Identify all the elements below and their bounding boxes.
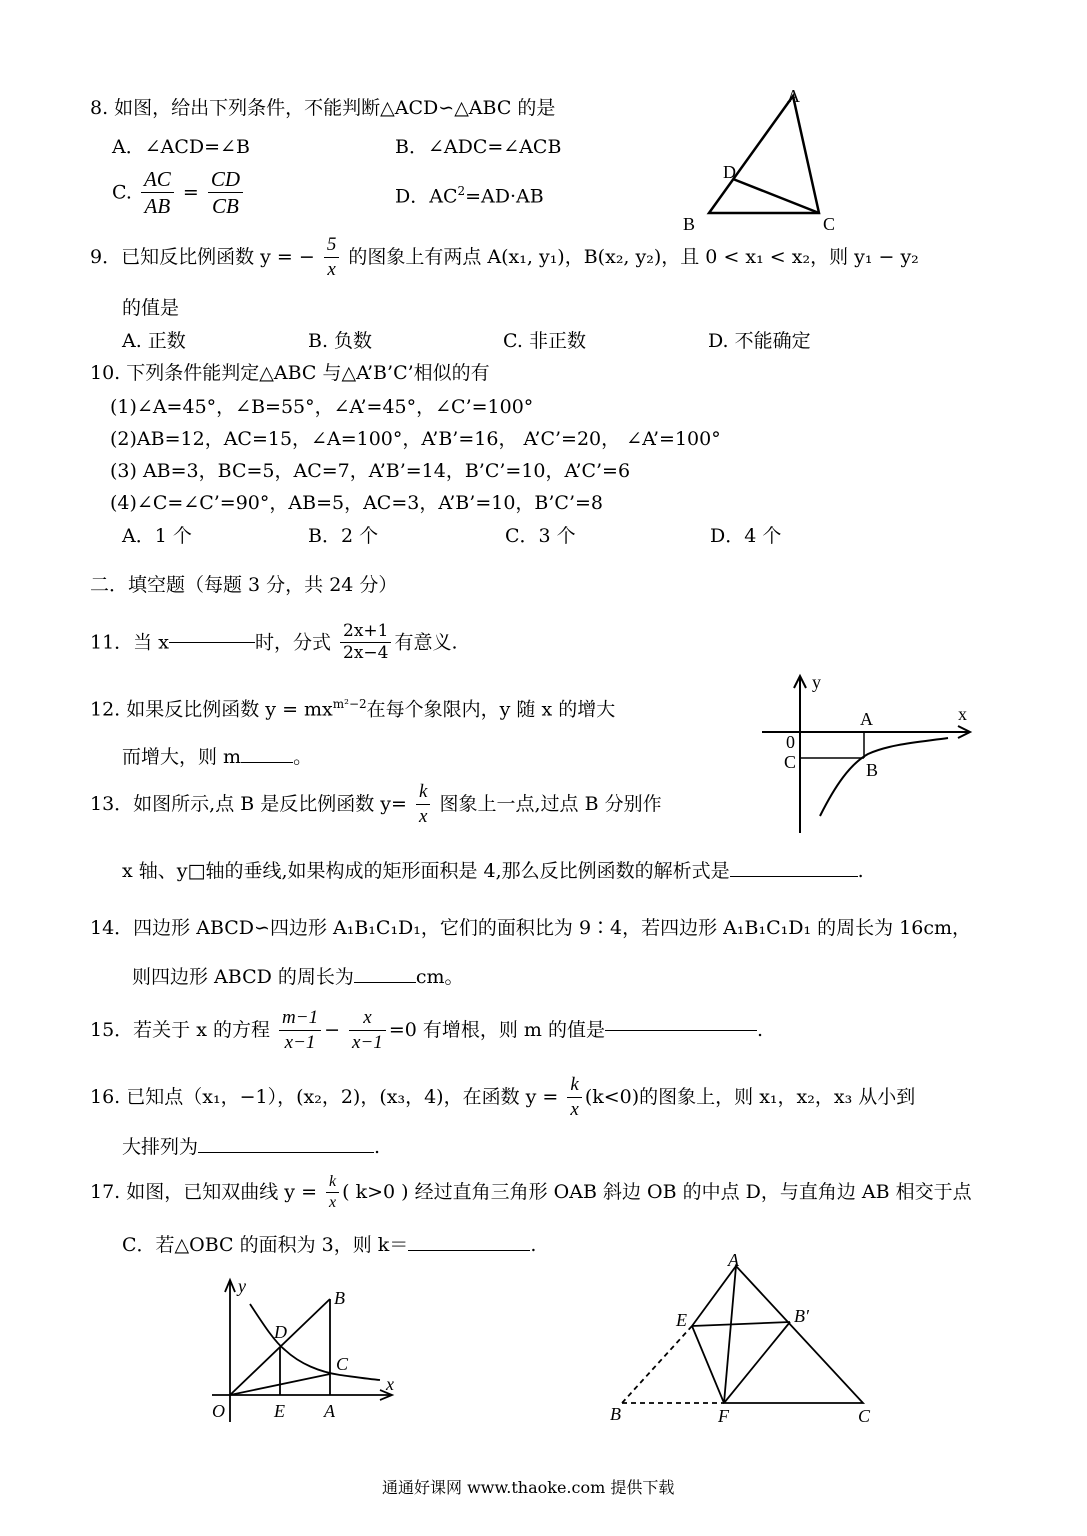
q10-option-d: D．4 个	[710, 525, 782, 547]
q16-fraction	[567, 1073, 581, 1122]
q15-end: .	[756, 1018, 764, 1041]
q9-frac-num: 5	[324, 233, 340, 258]
q9-line2: 的值是	[122, 297, 180, 319]
q11-mid: 时，分式	[254, 631, 331, 654]
q8-optd-post: =AD·AB	[465, 185, 544, 208]
q17-label-y: y	[238, 1276, 246, 1296]
q13-label-a: A	[860, 709, 873, 729]
q13-label-b: B	[866, 760, 879, 780]
q17-label-a: A	[324, 1401, 335, 1421]
q8-optd-sup: 2	[457, 184, 466, 198]
q16-post: (k<0)的图象上，则 x₁，x₂，x₃ 从小到	[584, 1085, 916, 1108]
q15-post: =0 有增根，则 m 的值是	[388, 1018, 605, 1041]
q9-option-b: B. 负数	[308, 330, 373, 352]
q17-hyperbola-figure	[200, 1272, 410, 1432]
q9-option-c: C. 非正数	[503, 330, 586, 352]
q13-post: 图象上一点,过点 B 分别作	[439, 792, 662, 815]
q13-frac-num: k	[416, 780, 430, 805]
q17-answer-blank[interactable]	[408, 1250, 530, 1251]
q8-label-b: B	[683, 214, 696, 234]
q15-fraction-1	[279, 1006, 321, 1055]
q10-condition-1: (1)∠A=45°，∠B=55°，∠A’=45°，∠C’=100°	[110, 396, 534, 418]
q17-label-x: x	[386, 1374, 394, 1394]
q10-option-b: B．2 个	[308, 525, 379, 547]
q16-pre: 16. 已知点（x₁，−1），(x₂，2)，(x₃，4)，在函数 y =	[90, 1085, 559, 1108]
q13-label-o: 0	[786, 732, 795, 752]
q18-label-c: C	[858, 1406, 871, 1426]
q13-pre: 13．如图所示,点 B 是反比例函数 y=	[90, 792, 407, 815]
q8-option-c-label: C.	[112, 181, 132, 204]
q12-exponent: m²−2	[332, 697, 367, 711]
q14-end: cm。	[415, 966, 464, 988]
q14-line2	[132, 966, 464, 989]
q8-option-d	[395, 184, 544, 208]
q16-frac-den: x	[570, 1098, 579, 1120]
q10-condition-2: (2)AB=12，AC=15，∠A=100°，A’B’=16， A’C’=20， ∠A’=100°	[110, 428, 721, 450]
q17-frac-den: x	[329, 1194, 337, 1211]
q15-frac1-den: x−1	[284, 1031, 316, 1053]
q18-label-b: B	[610, 1404, 621, 1424]
q16-stem	[90, 1073, 915, 1122]
q8-option-b: B．∠ADC=∠ACB	[395, 136, 562, 158]
q15-frac2-num: x	[349, 1006, 386, 1031]
q13-frac-den: x	[419, 805, 428, 827]
q17-line2	[122, 1234, 536, 1257]
q9-mid: 的图象上有两点 A(x₁, y₁)，B(x₂, y₂)，且 0 < x₁ < x₂，则 y₁ − y₂	[348, 245, 919, 268]
q10-condition-4: (4)∠C=∠C’=90°，AB=5，AC=3，A’B’=10，B’C’=8	[110, 492, 603, 514]
q17-label-c: C	[336, 1354, 349, 1374]
q10-option-c: C．3 个	[505, 525, 576, 547]
q15-pre: 15．若关于 x 的方程	[90, 1018, 270, 1041]
q15-answer-blank[interactable]	[605, 1030, 757, 1031]
q14-line2-text: 则四边形 ABCD 的周长为	[132, 966, 354, 988]
q11-post: 有意义.	[394, 631, 458, 654]
q13-label-y: y	[812, 672, 821, 692]
q12-answer-blank[interactable]	[241, 762, 293, 763]
q17-pre: 17. 如图，已知双曲线 y =	[90, 1181, 317, 1204]
q13-label-c: C	[784, 752, 797, 772]
q8-frac2-num: CD	[208, 166, 243, 193]
q8-label-c: C	[823, 214, 836, 234]
q17-post: ( k>0 ) 经过直角三角形 OAB 斜边 OB 的中点 D，与直角边 AB 相交于点	[342, 1181, 972, 1204]
q17-stem	[90, 1172, 972, 1213]
q10-condition-3: (3) AB=3，BC=5，AC=7，A’B’=14，B’C’=10，A’C’=6	[110, 460, 631, 482]
q8-frac1-den: AB	[144, 194, 171, 219]
q13-fraction	[416, 780, 430, 829]
q13-stem	[90, 780, 662, 829]
q17-end: .	[530, 1234, 537, 1256]
q11-stem	[90, 621, 458, 665]
q8-equals: =	[182, 181, 199, 204]
q13-end: .	[857, 860, 864, 882]
q14-answer-blank[interactable]	[354, 982, 416, 983]
q10-option-a: A．1 个	[122, 525, 192, 547]
q11-frac-den: 2x−4	[343, 643, 389, 664]
q11-frac-num: 2x+1	[340, 621, 391, 643]
q17-label-e: E	[274, 1401, 285, 1421]
q17-label-b: B	[334, 1288, 345, 1308]
q13-graph-figure	[760, 668, 980, 838]
q11-pre: 11．当 x	[90, 631, 169, 654]
q8-stem: 8. 如图，给出下列条件，不能判断△ACD∽△ABC 的是	[90, 97, 556, 119]
q16-line2-text: 大排列为	[122, 1136, 199, 1158]
q8-fraction-1	[141, 166, 174, 220]
q15-frac2-den: x−1	[352, 1031, 383, 1053]
q13-answer-blank[interactable]	[730, 876, 858, 877]
q9-stem	[90, 233, 919, 282]
q14-line1: 14．四边形 ABCD∽四边形 A₁B₁C₁D₁，它们的面积比为 9∶4，若四边形 A₁B₁C₁D₁ 的周长为 16cm，	[90, 917, 971, 939]
q13-label-x: x	[958, 704, 967, 724]
q15-frac1-num: m−1	[279, 1006, 321, 1031]
q18-folded-triangle-figure	[600, 1250, 890, 1430]
q17-fraction	[326, 1172, 339, 1213]
q17-frac-num: k	[326, 1172, 339, 1193]
q16-end: .	[374, 1136, 381, 1158]
q18-label-a: A	[728, 1250, 739, 1270]
q17-label-o: O	[212, 1401, 225, 1421]
q9-fraction	[324, 233, 340, 282]
q9-option-a: A. 正数	[122, 330, 186, 352]
q13-line2	[122, 860, 864, 883]
q8-option-a: A．∠ACD=∠B	[112, 136, 250, 158]
page-footer: 通通好课网 www.thaoke.com 提供下载	[382, 1478, 675, 1497]
q9-option-d: D. 不能确定	[708, 330, 811, 352]
q12-pre: 12. 如果反比例函数 y = mx	[90, 698, 333, 721]
q17-line2-text: C．若△OBC 的面积为 3，则 k＝	[122, 1234, 409, 1256]
q11-answer-blank[interactable]	[169, 642, 255, 643]
q15-minus: −	[324, 1018, 340, 1041]
q15-stem	[90, 1006, 763, 1055]
q18-label-bprime: B′	[794, 1306, 809, 1326]
q10-stem: 10. 下列条件能判定△ABC 与△A’B’C’相似的有	[90, 362, 490, 384]
q12-post: 在每个象限内，y 随 x 的增大	[366, 698, 616, 721]
q8-fraction-2	[208, 166, 243, 220]
q8-frac1-num: AC	[141, 166, 174, 193]
q18-label-e: E	[676, 1310, 687, 1330]
section-2-heading: 二．填空题（每题 3 分，共 24 分）	[90, 574, 398, 596]
q11-fraction	[340, 621, 391, 665]
q18-label-f: F	[718, 1406, 729, 1426]
q16-frac-num: k	[567, 1073, 581, 1098]
q9-frac-den: x	[327, 258, 336, 280]
q12-end: 。	[293, 746, 313, 768]
q8-frac2-den: CB	[211, 194, 239, 219]
q8-label-d: D	[723, 162, 736, 182]
q12-line2-text: 而增大，则 m	[122, 746, 242, 768]
q17-label-d: D	[274, 1322, 287, 1342]
q9-pre: 9．已知反比例函数 y = −	[90, 245, 315, 268]
q16-answer-blank[interactable]	[198, 1152, 374, 1153]
q12-stem	[90, 697, 615, 721]
q8-triangle-figure	[675, 80, 850, 240]
q13-line2-text: x 轴、y□轴的垂线,如果构成的矩形面积是 4,那么反比例函数的解析式是	[122, 860, 730, 882]
q12-line2	[122, 746, 312, 769]
q8-option-c	[112, 166, 246, 220]
q8-optd-pre: D．AC	[395, 185, 458, 208]
q15-fraction-2	[349, 1006, 386, 1055]
q8-label-a: A	[787, 86, 800, 106]
q16-line2	[122, 1136, 380, 1159]
